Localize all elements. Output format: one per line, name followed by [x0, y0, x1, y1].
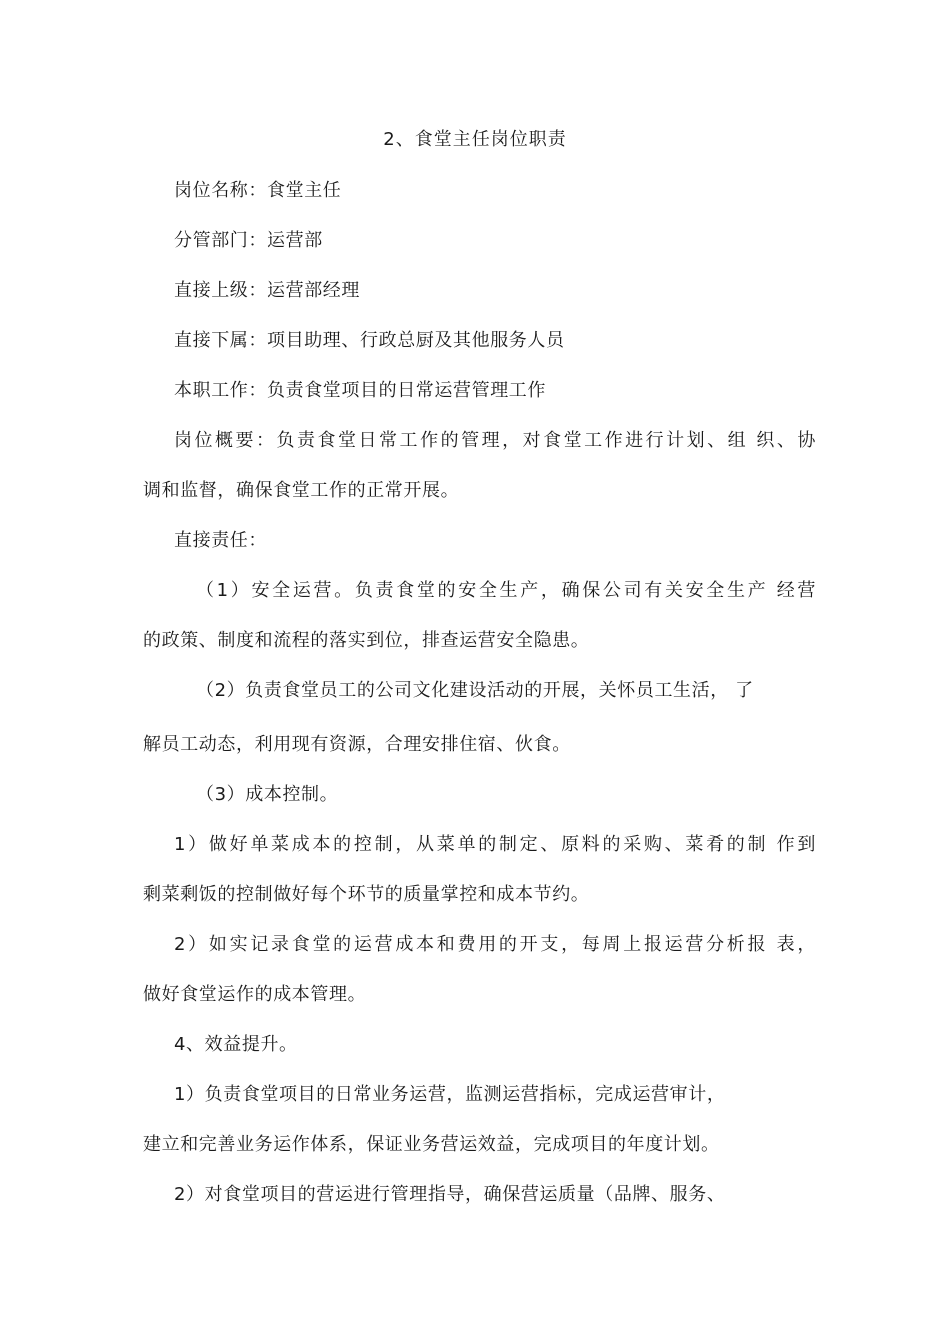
direct-duties-heading: 直接责任：: [174, 530, 267, 551]
duty-3-item-1-line-2: 剩菜剩饭的控制做好每个环节的质量掌控和成本节约。: [143, 884, 590, 905]
main-work: 本职工作：负责食堂项目的日常运营管理工作: [174, 380, 546, 401]
duty-3-item-2-line-2: 做好食堂运作的成本管理。: [143, 984, 367, 1005]
department: 分管部门：运营部: [174, 230, 323, 251]
section-4-item-2-line-1: 2）对食堂项目的营运进行管理指导，确保营运质量（品牌、服务、: [174, 1184, 726, 1205]
section-4-item-1-line-2: 建立和完善业务运作体系，保证业务营运效益，完成项目的年度计划。: [143, 1134, 720, 1155]
duty-2-line-2: 解员工动态，利用现有资源，合理安排住宿、伙食。: [143, 734, 571, 755]
page-title: 2、食堂主任岗位职责: [383, 129, 567, 150]
duty-1-line-1: （1）安全运营。负责食堂的安全生产，确保公司有关安全生产 经营: [196, 580, 816, 601]
direct-subordinates: 直接下属：项目助理、行政总厨及其他服务人员: [174, 330, 565, 351]
duty-3-heading: （3）成本控制。: [196, 784, 339, 805]
duty-3-item-2-line-1: 2）如实记录食堂的运营成本和费用的开支，每周上报运营分析报 表，: [174, 934, 816, 955]
overview-line-2: 调和监督，确保食堂工作的正常开展。: [143, 480, 460, 501]
section-4-heading: 4、效益提升。: [174, 1034, 298, 1055]
direct-superior: 直接上级：运营部经理: [174, 280, 360, 301]
section-4-item-1-line-1: 1）负责食堂项目的日常业务运营，监测运营指标，完成运营审计，: [174, 1084, 726, 1105]
overview-line-1: 岗位概要：负责食堂日常工作的管理，对食堂工作进行计划、组 织、协: [174, 430, 816, 451]
duty-1-line-2: 的政策、制度和流程的落实到位，排查运营安全隐患。: [143, 630, 590, 651]
duty-3-item-1-line-1: 1）做好单菜成本的控制，从菜单的制定、原料的采购、菜肴的制 作到: [174, 834, 816, 855]
duty-2-line-1: （2）负责食堂员工的公司文化建设活动的开展，关怀员工生活， 了: [196, 680, 754, 701]
position-name: 岗位名称：食堂主任: [174, 180, 342, 201]
